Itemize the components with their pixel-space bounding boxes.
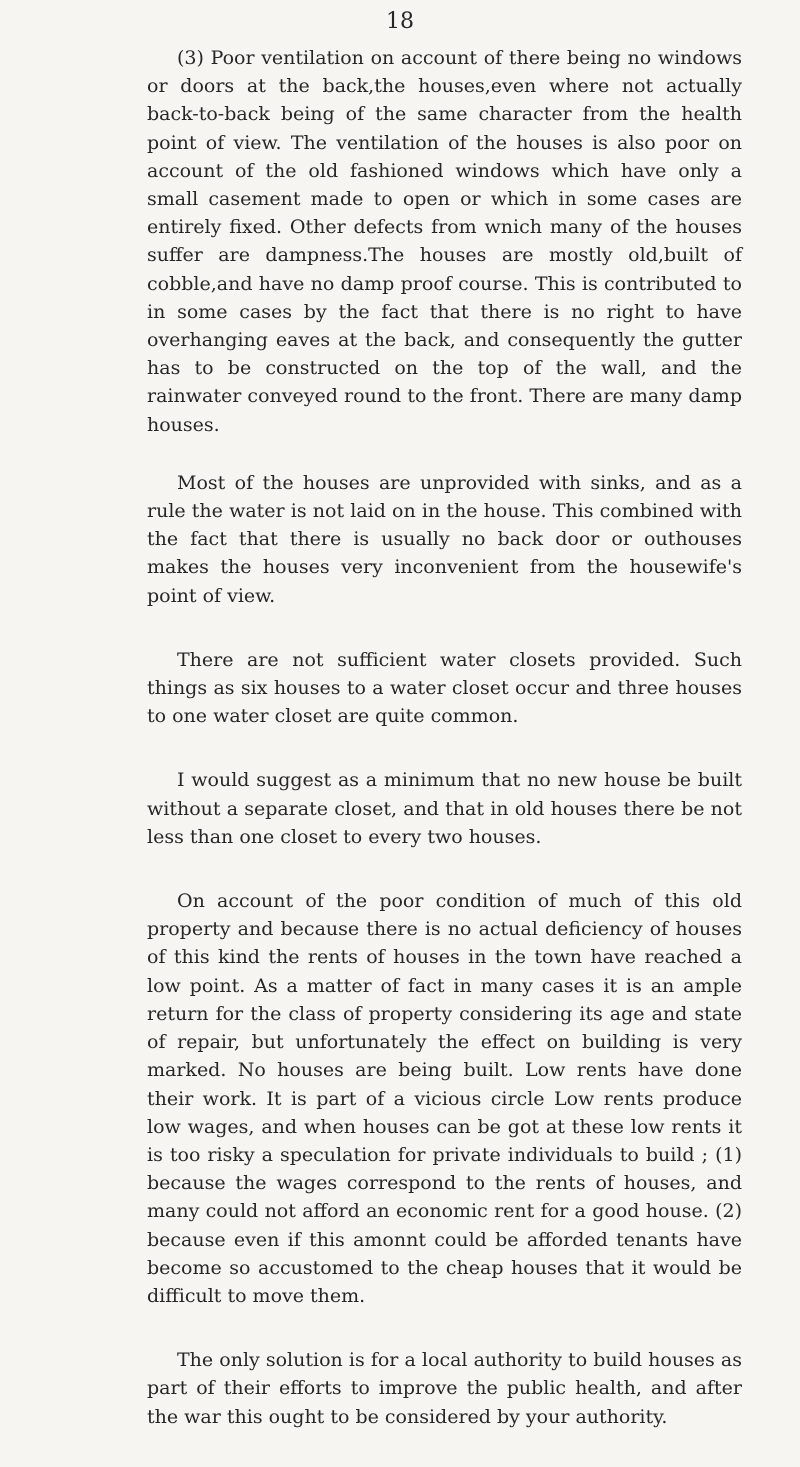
paragraph-suggestion: I would suggest as a minimum that no new house be built without a separate closet, and that in old houses there be not less than one closet to every two houses. [147, 769, 742, 848]
document-body [147, 44, 742, 1467]
paragraph-sinks: Most of the houses are unprovided with sinks, and as a rule the water is not laid on in the house. This combined with the fact that there is usually no back door or outhouses makes the houses very inconvenient from the housewife's point of view. [147, 471, 742, 607]
paragraph-water-closets: There are not sufficient water closets provided. Such things as six houses to a water closet occur and three houses to one water closet are quite common. [147, 648, 742, 728]
paragraph-rents: On account of the poor condition of much of this old property and because there is no actual deficiency of houses of this kind the rents of houses in the town have reached a low point. As a matter of fact in many cases it is an ample return for the class of property considering its age and state of repair, but unfortunately the effect on building is very marked. No houses are being built. Low rents have done their work. It is part of a vicious circle Low rents produce low wages, and when houses can be got at these low rents it is too risky a speculation for private individuals to build ; (1) because the wages correspond to the rents of houses, and many could not afford an economic rent for a good house. (2) because even if this amonnt could be afforded tenants have become so accustomed to the cheap houses that it would be difficult to move them. [147, 890, 742, 1307]
paragraph-ventilation: (3) Poor ventilation on account of there being no windows or doors at the back,the houses,even where not actually back-to-back being of the same character from the health point of view. The ventilation of the houses is also poor on account of the old fashioned windows which have only a small casement made to open or which in some cases are entirely fixed. Other defects from wnich many of the houses suffer are dampness.The houses are mostly old,built of cobble,and have no damp proof course. This is contributed to in some cases by the fact that there is no right to have overhanging eaves at the back, and consequently the gutter has to be constructed on the top of the wall, and the rainwater conveyed round to the front. There are many damp houses. [147, 47, 742, 436]
page-number: 18 [386, 9, 414, 34]
paragraph-solution: The only solution is for a local authority to build houses as part of their efforts to improve the public health, and after the war this ought to be considered by your authority. [147, 1349, 742, 1428]
